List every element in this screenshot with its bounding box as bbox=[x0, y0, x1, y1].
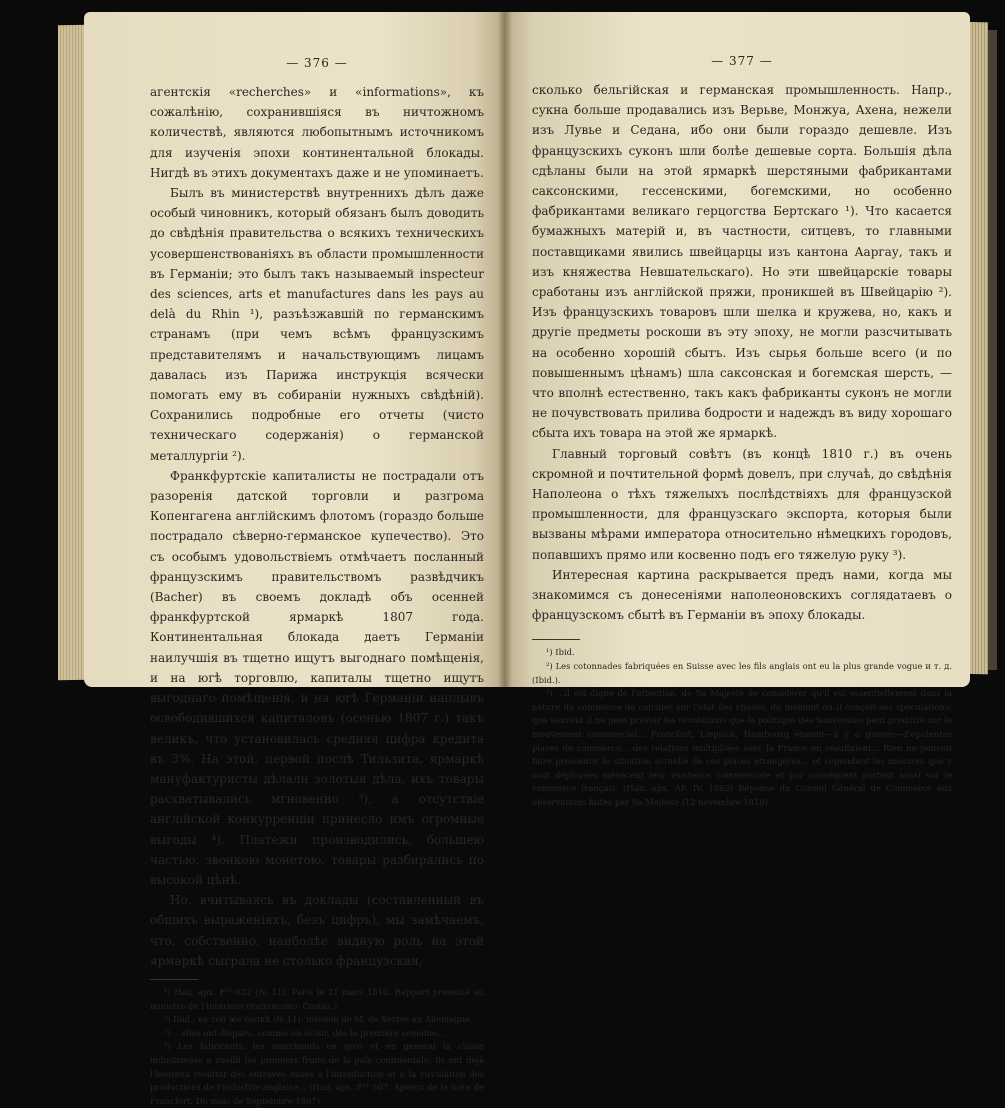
left-page bbox=[84, 12, 504, 1106]
footnote-divider bbox=[150, 979, 198, 980]
footnote: ²) Ibid., въ той же папкѣ (№ 11): mission de M. de Serres en Allemagne. bbox=[164, 1014, 473, 1025]
right-page bbox=[504, 12, 970, 808]
footnote: ³) ...elles ont disparu, comme un éclair, dès la première semaine... bbox=[164, 1027, 445, 1038]
footnotes bbox=[532, 646, 952, 809]
footnote: ¹) Нац. арх. F¹² 622 (№ 11). Paris le 21 mars 1810. Rapport présenté au ministre de l'Intérieur (подписано: Costaz.). bbox=[150, 986, 484, 1011]
paragraph: Главный торговый совѣтъ (въ концѣ 1810 г.) въ очень скромной и почтительной формѣ довелъ, при случаѣ, до свѣдѣнія Наполеона о тѣхъ тяжелыхъ послѣдствіяхъ для французской промышленности, для французскаго экспорта, которыя были вызваны мѣрами императора относительно нѣмецкихъ городовъ, попавшихъ прямо или косвенно подъ его тяжелую руку ³). bbox=[532, 446, 952, 562]
paragraph: сколько бельгійская и германская промышленность. Напр., сукна больше продавались изъ Верьве, Монжуа, Ахена, нежели изъ Лувье и Седана, ибо они были гораздо дешевле. Изъ французскихъ суконъ шли болѣе дешевые сорта. Большія дѣла сдѣланы были на этой ярмаркѣ шерстяными фабрикантами саксонскими, гессенскими, богемскими, но особенно фабрикантами великаго герцогства Бертскаго ¹). Что касается бумажныхъ матерій и, въ частности, ситцевъ, то главными поставщиками явились швейцарцы изъ кантона Ааргау, такъ и изъ княжества Невшательскаго). Но эти швейцарскіе товары сработаны изъ англійской пряжи, проникшей въ Швейцарію ²). Изъ французскихъ товаровъ шли шелка и кружева, но, какъ и другіе предметы роскоши въ эту эпоху, не могли разсчитывать на особенно хорошій сбытъ. Изъ сырья больше всего (и по повышеннымъ цѣнамъ) шла саксонская и богемская шерсть, — что вполнѣ естественно, такъ какъ фабриканты суконъ не могли не почувствовать прилива бодрости и надеждъ въ виду хорошаго сбыта ихъ товара на этой же ярмаркѣ. bbox=[532, 83, 952, 441]
paragraph: Но, вчитываясь въ доклады (составленный въ общихъ выраженіяхъ, безъ цифръ), мы замѣчаемъ, что, собственно, наиболѣе видную роль на этой ярмаркѣ сыграла не столько французская, bbox=[150, 893, 484, 968]
paragraph: агентскія «recherches» и «informations», къ сожалѣнію, сохранившіяся въ ничтожномъ количествѣ, являются любопытнымъ источникомъ для изученія эпохи континентальной блокады. Нигдѣ въ этихъ документахъ даже и не упоминаетъ. bbox=[150, 85, 484, 180]
footnote: ¹) Ibid. bbox=[546, 647, 575, 658]
footnote: ³) ...il est digne de l'attention, de Sa Majesté de considérer qu'il est essentiellement dans la nature du commerce de calculer sur l'état des choses, du moment où il conçoit ses spéculations; que souvent il ne peut prévoir les révolutions que la politique des Souverains peut produire sur le mouvement commercial... Francfort, Liepsick, Hambourg étaient—il y a guères—d'opulentes places de commerce... des relations multipliées avec la France en résultaient... Rien ne pouvoit faire pressentir la situation actuelle de ces places étrangères... et cependant les mesures que y sont déployées ménacent leur existence commerciale et par conséquent portent aussi sur le commerce français. (Нац. арх. AF. IV. 1062) Réponse du Conseil Général de Commerce aux observations faites par Sa Majesté (12 novembre 1810). bbox=[532, 688, 952, 808]
body-text bbox=[532, 80, 952, 625]
footnotes bbox=[150, 986, 484, 1108]
book-gutter bbox=[498, 12, 512, 687]
footnote-divider bbox=[532, 639, 580, 640]
paragraph: Интересная картина раскрывается предъ нами, когда мы знакомимся съ донесеніями наполеоновскихъ соглядатаевъ о французскомъ сбытѣ въ Германіи въ эпоху блокады. bbox=[532, 567, 952, 623]
footnote: ²) Les cotonnades fabriquées en Suisse avec les fils anglais ont eu la plus grande vogue и т. д. (Ibid.). bbox=[532, 661, 952, 685]
body-text bbox=[150, 82, 484, 971]
footnote: ⁴) Les fabricants, les marchands en gros et en général la classe industrieuse a cueilli les premiers fruits de la paix continentale; ils ont déjà l'heureux résultat des entraves mises à l'introduction et à la circulation des productions de l'industrie anglaise... (Нац. арх. F¹² 507. Aperçu de la foire de Francfort. Du mois de Septembre 1807). bbox=[150, 1041, 484, 1106]
paragraph: Франкфуртскіе капиталисты не пострадали отъ разоренія датской торговли и разгрома Копенгагена англійскимъ флотомъ (гораздо больше пострадало сѣверно-германское купечество). Это съ особымъ удовольствіемъ отмѣчаетъ посланный французскимъ правительствомъ развѣдчикъ (Bacher) въ своемъ докладѣ объ осенней франкфуртской ярмаркѣ 1807 года. Континентальная блокада даетъ Германіи наилучшія въ тщетно ищутъ выгоднаго помѣщенія, и на югѣ торговлю, капиталы тщетно ищутъ выгоднаго помѣщенія, и на югѣ Германіи наплывъ освободившихся капиталовъ (осенью 1807 г.) такъ великъ, что установилась средняя цифра кредита въ 3%. На этой, первой послѣ Тильзита, ярмаркѣ мануфактуристы дѣлали золотыя дѣла, ихъ товары расхватывались мгновенно ³), а отсутствіе англійской конкурренціи принесло имъ огромные выгоды ⁴). Платежи производились, большею частью, звонкою монетою, товары разбирались по высокой цѣнѣ. bbox=[150, 468, 484, 887]
page-number: — 377 — bbox=[711, 54, 773, 68]
page-number: — 376 — bbox=[286, 56, 348, 70]
paragraph: Былъ въ министерствѣ внутреннихъ дѣлъ даже особый чиновникъ, который обязанъ былъ доводить до свѣдѣнія правительства о всякихъ техническихъ усовершенствованіяхъ въ области промышленности въ Германіи; это былъ такъ называемый inspecteur des sciences, arts et manufactures dans les pays au delà du Rhin ¹), разъѣзжавшій по германскимъ странамъ (при чемъ всѣмъ французскимъ представителямъ и начальствующимъ лицамъ давалась изъ Парижа инструкція всячески помогать ему въ собираніи нужныхъ свѣдѣній). Сохранились подробные его отчеты (чисто техническаго содержанія) о германской металлургіи ²). bbox=[150, 186, 484, 463]
